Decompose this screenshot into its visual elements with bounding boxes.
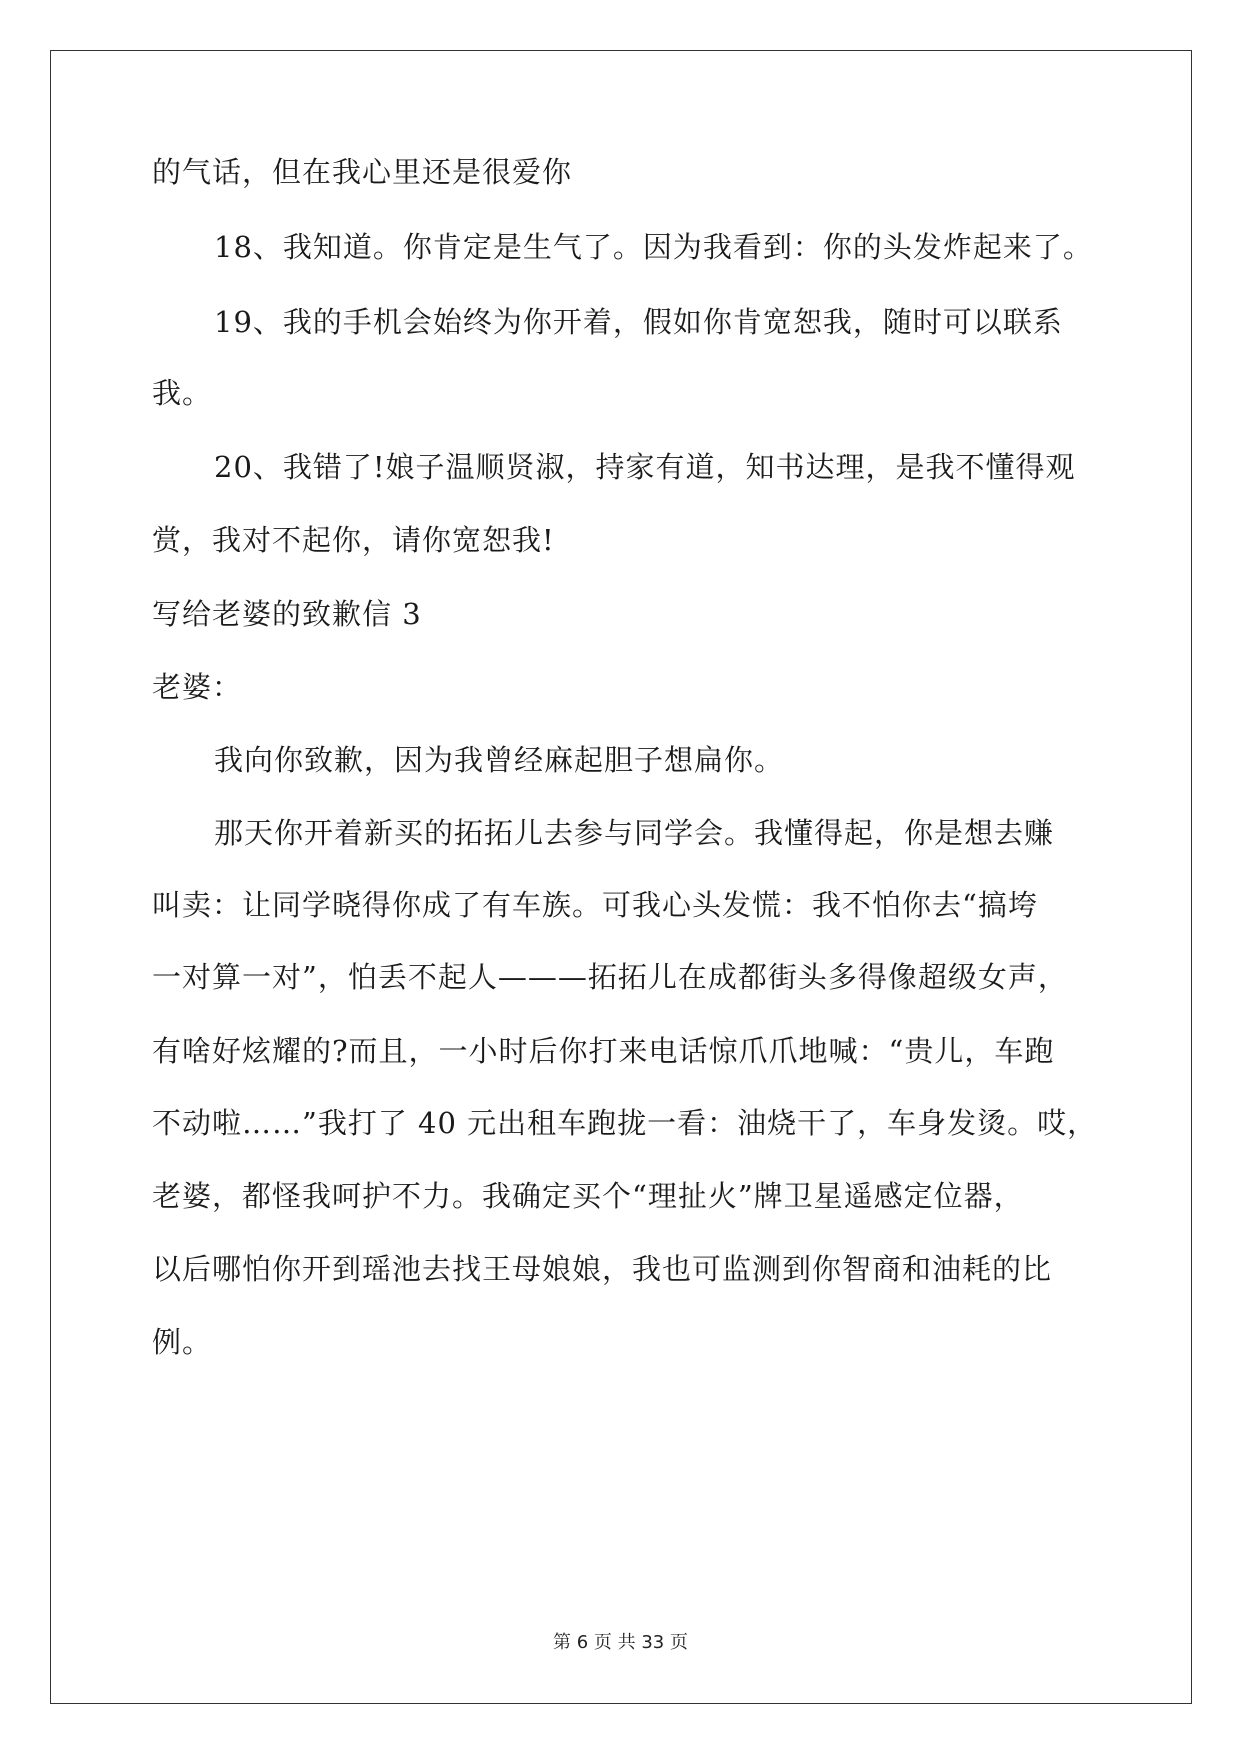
body-text-line: 叫卖：让同学晓得你成了有车族。可我心头发慌：我不怕你去“搞垮 xyxy=(152,888,1038,922)
section-heading: 写给老婆的致歉信 3 xyxy=(152,597,422,631)
body-text-line: 那天你开着新买的拓拓儿去参与同学会。我懂得起，你是想去赚 xyxy=(214,816,1055,850)
page-number-footer xyxy=(0,1631,1241,1655)
page-number-label: 第 6 页 共 33 页 xyxy=(553,1632,688,1653)
body-text-line: 有啥好炫耀的?而且，一小时后你打来电话惊爪爪地喊：“贵儿，车跑 xyxy=(152,1034,1055,1068)
body-text-line: 赏，我对不起你，请你宽恕我! xyxy=(152,523,555,557)
salutation: 老婆： xyxy=(152,670,243,704)
page-border xyxy=(50,50,1192,1704)
body-text-line: 的气话，但在我心里还是很爱你 xyxy=(152,155,573,189)
body-text-line: 老婆，都怪我呵护不力。我确定买个“理扯火”牌卫星遥感定位器， xyxy=(152,1179,1024,1213)
body-text-line: 我。 xyxy=(152,376,213,410)
body-text-line: 例。 xyxy=(152,1325,213,1359)
body-text-line: 19、我的手机会始终为你开着，假如你肯宽恕我，随时可以联系 xyxy=(214,305,1063,339)
body-text-line: 一对算一对”，怕丢不起人———拓拓儿在成都街头多得像超级女声， xyxy=(152,960,1068,994)
body-text-line: 以后哪怕你开到瑶池去找王母娘娘，我也可监测到你智商和油耗的比 xyxy=(152,1252,1053,1286)
body-text-line: 20、我错了!娘子温顺贤淑，持家有道，知书达理，是我不懂得观 xyxy=(214,450,1076,484)
body-text-line: 我向你致歉，因为我曾经麻起胆子想扁你。 xyxy=(214,743,785,777)
body-text-line: 18、我知道。你肯定是生气了。因为我看到：你的头发炸起来了。 xyxy=(214,230,1093,264)
body-text-line: 不动啦……”我打了 40 元出租车跑拢一看：油烧干了，车身发烫。哎， xyxy=(152,1106,1098,1140)
